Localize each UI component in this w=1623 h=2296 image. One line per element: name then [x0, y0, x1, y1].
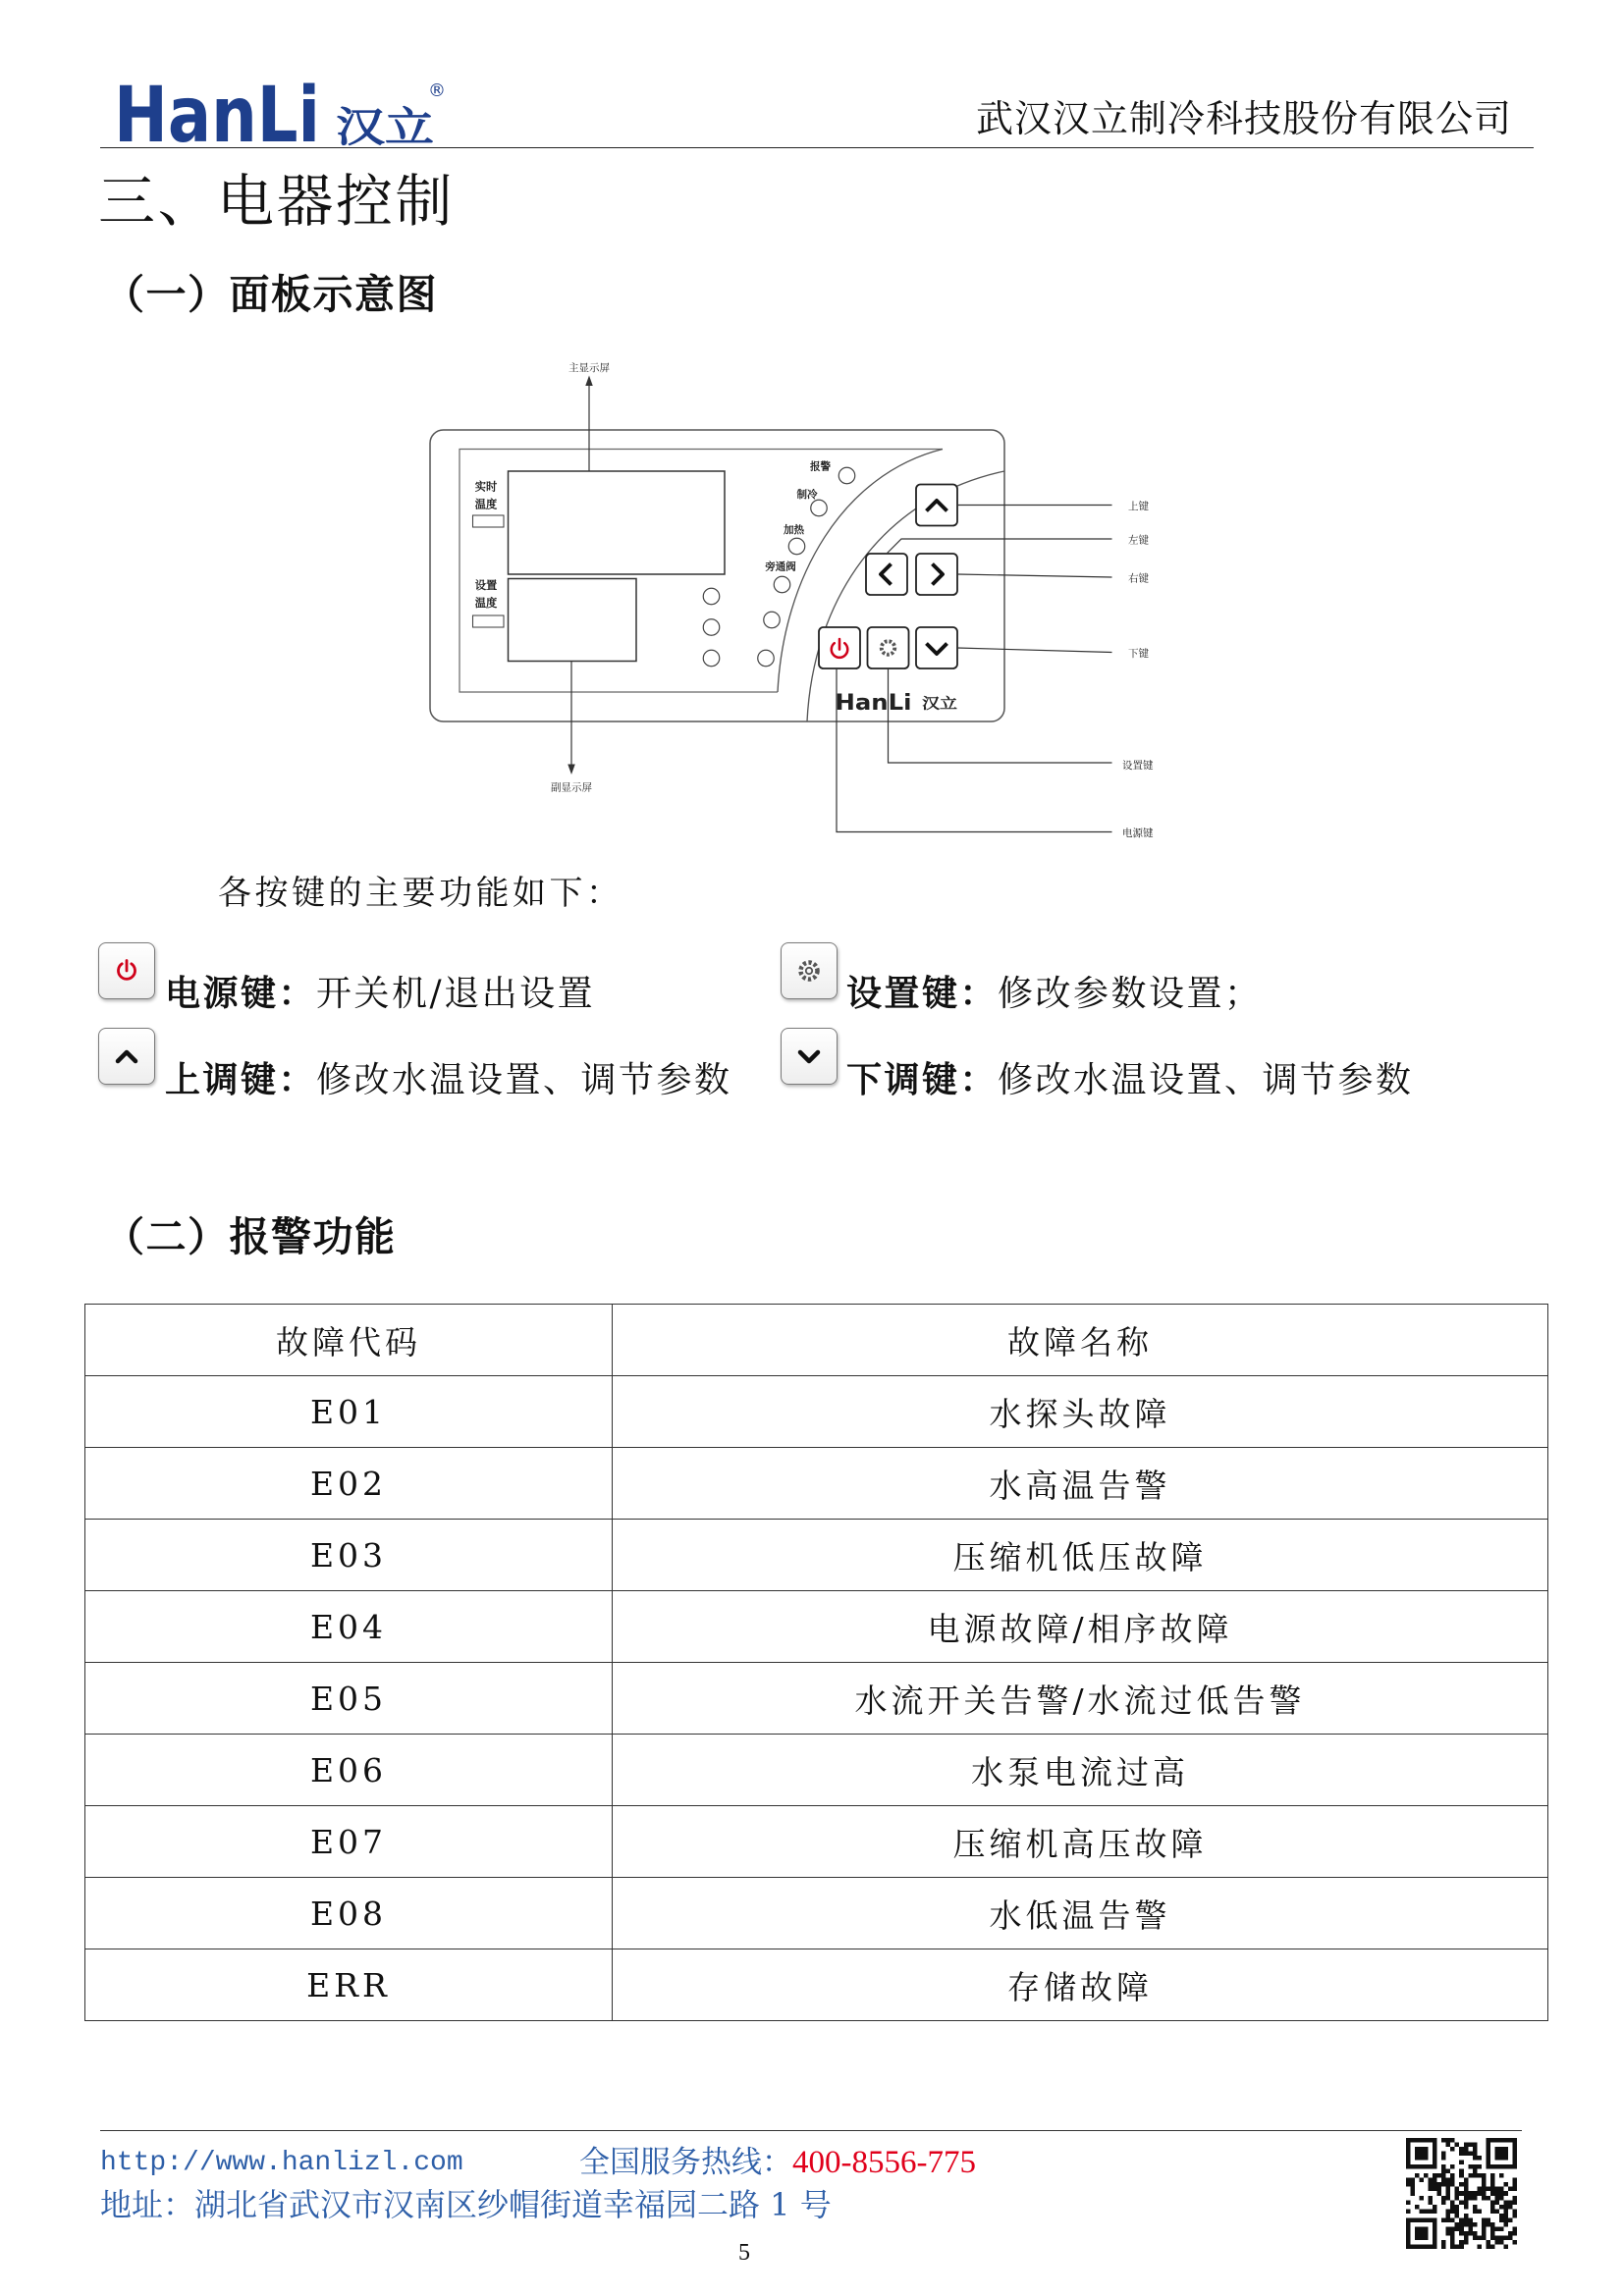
fault-name: 水泵电流过高: [613, 1735, 1548, 1806]
footer-hotline: [579, 2144, 976, 2181]
table-header-row: [85, 1305, 1548, 1376]
section-title: 三、电器控制: [98, 168, 456, 235]
key-name: 上调键：: [165, 1059, 317, 1100]
fault-code: E03: [85, 1520, 613, 1591]
panel-down-button-frame: [916, 627, 957, 668]
sub-display: [509, 579, 637, 662]
key-desc: 修改水温设置、调节参数: [316, 1060, 732, 1100]
indicator-label-alarm: 报警: [810, 460, 831, 473]
key-description-down: [846, 1056, 1414, 1103]
panel-up-button-frame: [916, 485, 957, 526]
fault-name: 存储故障: [613, 1949, 1548, 2021]
main-display: [509, 471, 726, 574]
column-header-name: 故障名称: [613, 1305, 1548, 1376]
company-name: 武汉汉立制冷科技股份有限公司: [975, 97, 1512, 140]
footer-divider: [100, 2130, 1522, 2131]
realtime-temp-indicator: [473, 515, 505, 527]
panel-diagram: [412, 353, 1178, 854]
table-row: [85, 1663, 1548, 1735]
table-row: [85, 1448, 1548, 1520]
fault-code: E08: [85, 1878, 613, 1949]
key-desc: 开关机/退出设置: [316, 974, 596, 1014]
panel-up-button: [916, 485, 957, 526]
key-description-power: [165, 970, 595, 1017]
hotline-label: 全国服务热线：: [579, 2145, 792, 2180]
fault-name: 压缩机高压故障: [613, 1806, 1548, 1878]
fault-code: E04: [85, 1591, 613, 1663]
panel-right-button-frame: [916, 554, 957, 595]
callout-down-key: 下键: [1128, 648, 1149, 660]
panel-set-button: [868, 627, 909, 668]
hotline-number: 400-8556-775: [792, 2145, 976, 2180]
callout-sub-display: 副显示屏: [551, 781, 592, 794]
footer-address: 地址：湖北省武汉市汉南区纱帽街道幸福园二路 1 号: [100, 2186, 832, 2223]
indicator-lamp-heating: [788, 538, 805, 555]
indicator-lamp: [703, 619, 720, 636]
column-header-code: 故障代码: [85, 1305, 613, 1376]
indicator-label-heating: 加热: [784, 524, 804, 536]
fault-code: E02: [85, 1448, 613, 1520]
key-name: 设置键：: [846, 973, 999, 1014]
realtime-temp-label-line2: 温度: [474, 498, 498, 511]
key-description-up: [165, 1056, 732, 1103]
arrow-down-icon: [568, 765, 575, 775]
set-key-icon-box: [781, 942, 838, 999]
callout-line-set: [889, 668, 1112, 763]
fault-name: 水探头故障: [613, 1376, 1548, 1448]
callout-line-down: [957, 648, 1112, 653]
fault-code: E06: [85, 1735, 613, 1806]
panel-right-button: [916, 554, 957, 595]
table-row: [85, 1735, 1548, 1806]
callout-line-left: [887, 539, 1112, 554]
gear-icon: [789, 951, 829, 990]
logo-registered-mark: ®: [428, 80, 446, 101]
footer-website-link[interactable]: http://www.hanlizl.com: [100, 2148, 463, 2178]
chevron-up-icon: [107, 1037, 146, 1076]
key-desc: 修改参数设置；: [998, 974, 1263, 1014]
panel-down-button: [916, 627, 957, 668]
key-description-set: [846, 970, 1263, 1017]
fault-name: 水低温告警: [613, 1878, 1548, 1949]
panel-set-button-frame: [868, 627, 909, 668]
keys-intro: 各按键的主要功能如下：: [218, 874, 623, 913]
table-row: [85, 1591, 1548, 1663]
set-temp-indicator: [473, 615, 505, 627]
logo-chinese: 汉立: [336, 103, 434, 151]
arrow-up-icon: [585, 376, 593, 387]
indicator-lamp: [703, 650, 720, 667]
fault-code: E05: [85, 1663, 613, 1735]
table-row: [85, 1949, 1548, 2021]
power-icon: [107, 951, 146, 990]
callout-power-key: 电源键: [1122, 828, 1154, 839]
alarm-table: [84, 1304, 1548, 2021]
down-key-icon-box: [781, 1028, 838, 1085]
indicator-lamp-cooling: [811, 500, 828, 516]
chevron-down-icon: [789, 1037, 829, 1076]
callout-right-key: 右键: [1128, 572, 1149, 585]
indicator-lamp: [764, 612, 781, 628]
company-logo: [108, 75, 452, 151]
indicator-lamp: [703, 588, 720, 605]
table-row: [85, 1806, 1548, 1878]
up-key-icon-box: [98, 1028, 155, 1085]
indicator-label-bypass-valve: 旁通阀: [765, 561, 796, 573]
panel-power-button: [819, 627, 860, 668]
fault-code: E07: [85, 1806, 613, 1878]
indicator-lamp-bypass: [774, 576, 790, 593]
callout-up-key: 上键: [1128, 501, 1149, 512]
panel-subtitle: （一）面板示意图: [104, 271, 438, 318]
set-temp-label-line2: 温度: [474, 597, 498, 610]
table-row: [85, 1878, 1548, 1949]
callout-left-key: 左键: [1128, 534, 1149, 547]
fault-name: 水流开关告警/水流过低告警: [613, 1663, 1548, 1735]
panel-left-button: [866, 554, 907, 595]
header-divider: [100, 147, 1534, 148]
fault-code: ERR: [85, 1949, 613, 2021]
callout-line-right: [957, 574, 1112, 577]
callout-main-display: 主显示屏: [568, 362, 610, 374]
logo-wordmark: HanLi: [114, 75, 320, 151]
fault-code: E01: [85, 1376, 613, 1448]
qr-code: [1406, 2138, 1517, 2249]
page-number: 5: [738, 2240, 750, 2266]
key-desc: 修改水温设置、调节参数: [998, 1060, 1414, 1100]
panel-left-button-frame: [866, 554, 907, 595]
table-row: [85, 1520, 1548, 1591]
key-name: 下调键：: [846, 1059, 999, 1100]
set-temp-label-line1: 设置: [474, 579, 498, 592]
panel-logo-wordmark: HanLi: [835, 690, 912, 716]
panel-logo-chinese: 汉立: [922, 694, 957, 713]
fault-name: 水高温告警: [613, 1448, 1548, 1520]
fault-name: 电源故障/相序故障: [613, 1591, 1548, 1663]
indicator-lamp: [758, 650, 775, 667]
fault-name: 压缩机低压故障: [613, 1520, 1548, 1591]
callout-set-key: 设置键: [1122, 760, 1154, 772]
key-name: 电源键：: [165, 973, 317, 1014]
table-row: [85, 1376, 1548, 1448]
realtime-temp-label-line1: 实时: [474, 480, 498, 494]
power-key-icon-box: [98, 942, 155, 999]
indicator-lamp-alarm: [839, 467, 855, 484]
alarm-subtitle: （二）报警功能: [104, 1213, 397, 1260]
indicator-label-cooling: 制冷: [796, 489, 818, 501]
